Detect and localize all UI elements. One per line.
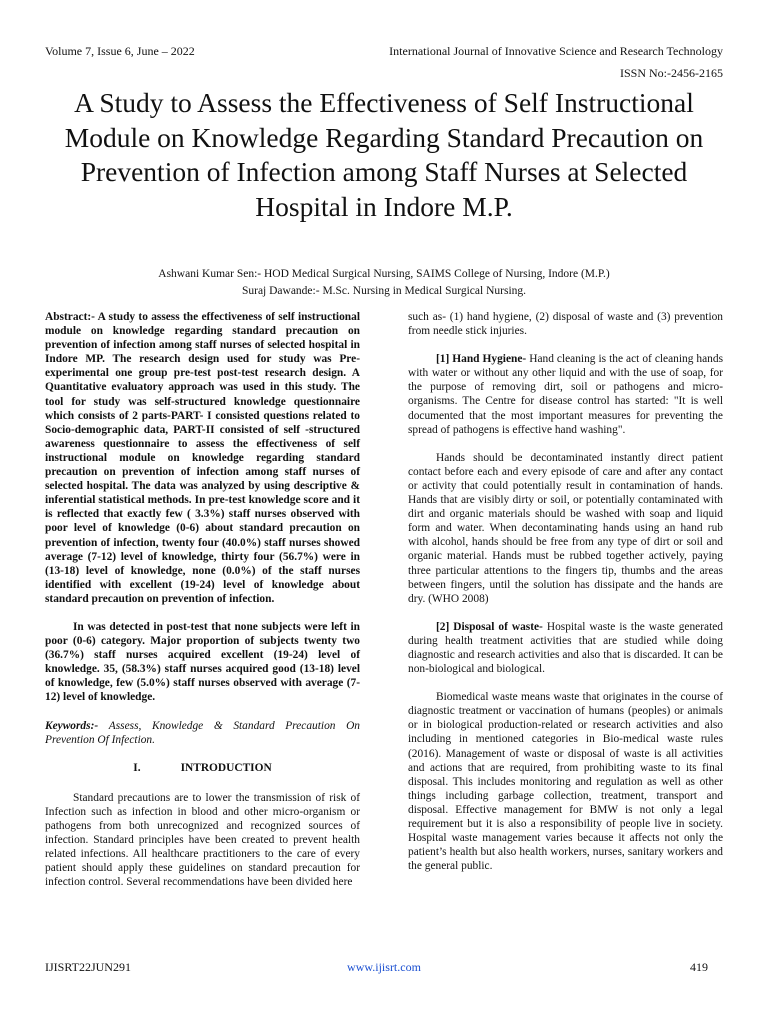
keywords-label: Keywords:- [45, 719, 99, 732]
authors [45, 266, 723, 300]
waste-label: [2] Disposal of waste- [436, 620, 543, 633]
section-heading [45, 761, 360, 775]
hand-hygiene-label: [1] Hand Hygiene- [436, 353, 527, 366]
paper-title: A Study to Assess the Effectiveness of Self Instructional Module on Knowledge Regarding Standard Precaution on Prevention of Infection among Staff Nurses at Selected Hospital in Indore M.P. [64, 87, 704, 222]
left-column [45, 310, 360, 903]
journal-name: International Journal of Innovative Science and Research Technology [389, 44, 723, 58]
volume-info: Volume 7, Issue 6, June – 2022 [45, 44, 195, 58]
keywords [45, 719, 360, 747]
keywords-text: Assess, Knowledge & Standard Precaution On Prevention Of Infection. [45, 719, 360, 746]
biomedical-waste-paragraph: Biomedical waste means waste that originates in the course of diagnostic treatment or vaccination of humans (peoples) or animals or in biological production-related or research activities and also including in mentioned categories in Bio-medical waste rules (2016). Management of waste or disposal of waste is all activities and actions that are required, from prohibiting waste to its final disposal. This includes monitoring and regulation as well as other things including garbage collection, treatment, transport and disposal. Effective management for BMW is not only a legal requirement but it is also a responsibility of people live in society. Hospital waste management varies because it affects not only the patient’s health but also health workers, nurses, sanitary workers and the general public. [408, 691, 723, 873]
website-link[interactable]: www.ijisrt.com [347, 960, 421, 974]
author-1: Ashwani Kumar Sen:- HOD Medical Surgical Nursing, SAIMS College of Nursing, Indore (M.P.) [158, 268, 610, 280]
decontamination-paragraph: Hands should be decontaminated instantly direct patient contact before each and every episode of care and after any contact or activity that could potentially result in contamination of hands. Hands that are visibly dirty or soil, or potentially contaminated with dirt and organic materials should be washed with soap and liquid form and water. When decontaminating hands using an hand rub with alcohol, hands should be free from any type of dirt or soil and organic material. Hands must be rubbed together actively, paying three particular attentions to the fingers tip, thumbs and the areas between fingers, until the solution has dissipate and the hands are dry. (WHO 2008) [408, 451, 723, 605]
hand-hygiene-text: Hand cleaning is the act of cleaning hands with water or without any other liquid and with the use of soap, for the purpose of removing dirt, soil or pathogens and micro-organisms. The Centre for disease control has started: "It is well documented that the most important measures for preventing the spread of pathogens is effective hand washing". [408, 353, 724, 436]
article-id: IJISRT22JUN291 [45, 960, 131, 974]
waste-text: Hospital waste is the waste generated during health treatment activities that are studied while doing diagnostic and research activities and also that is discarded. It can be non-biological and biological. [408, 620, 723, 676]
waste-paragraph [408, 620, 723, 676]
section-title: INTRODUCTION [180, 761, 272, 774]
right-column [408, 310, 723, 887]
abstract-paragraph-2: In was detected in post-test that none subjects were left in poor (0-6) category. Major proportion of subjects twenty two (36.7%) staff nurses acquired excellent (19-24) level of knowledge. 35, (58.3%) staff nurses acquired good (13-18) level of knowledge, few (5.0%) staff nurses observed with average (7-12) level of knowledge. [45, 620, 360, 704]
intro-paragraph: Standard precautions are to lower the transmission of risk of Infection such as infection in blood and other micro-organism or pathogens from both unrecognized and recognized sources of infection. Standard principles have been created to prevent health related infections. All healthcare practitioners to the care of every patient should apply these guidelines on standard precaution for infection control. Several recommendations have been divided here [45, 791, 360, 889]
page-number: 419 [690, 960, 708, 974]
author-2: Suraj Dawande:- M.Sc. Nursing in Medical Surgical Nursing. [241, 285, 527, 297]
hand-hygiene-paragraph [408, 352, 723, 437]
abstract-paragraph-1: Abstract:- A study to assess the effectiveness of self instructional module on knowledge regarding standard precaution on prevention of infection among staff nurses of selected hospital in Indore MP. The research design used for study was Pre-experimental one group pre-test post-test research design. A Quantitative evaluatory approach was used in this study. The tool for study was self-structured knowledge questionnaire which consists of 2 parts-PART- I consisted questions related to Socio-demographic data, PART-II consisted of self -structured awareness questionnaire to assess the effectiveness of self instructional module on knowledge regarding standard precaution on prevention of infection among staff nurses of selected hospital. The data was analyzed by using descriptive & inferential statistical methods. In pre-test knowledge score and it is reflected that exactly few ( 3.3%) staff nurses observed with poor level of knowledge (0-6) about standard precaution on prevention of infection, twenty four (40.0%) staff nurses showed average (7-12) level of knowledge, thirty four (56.7%) were in (13-18) level of knowledge, none (0.0%) of the staff nurses identified with excellent (19-24) level of knowledge about standard precaution on prevention of infection. [45, 311, 360, 605]
section-number: I. [133, 761, 141, 774]
recommendations-paragraph: such as- (1) hand hygiene, (2) disposal of waste and (3) prevention from needle stick injuries. [408, 311, 723, 338]
issn: ISSN No:-2456-2165 [619, 66, 723, 80]
